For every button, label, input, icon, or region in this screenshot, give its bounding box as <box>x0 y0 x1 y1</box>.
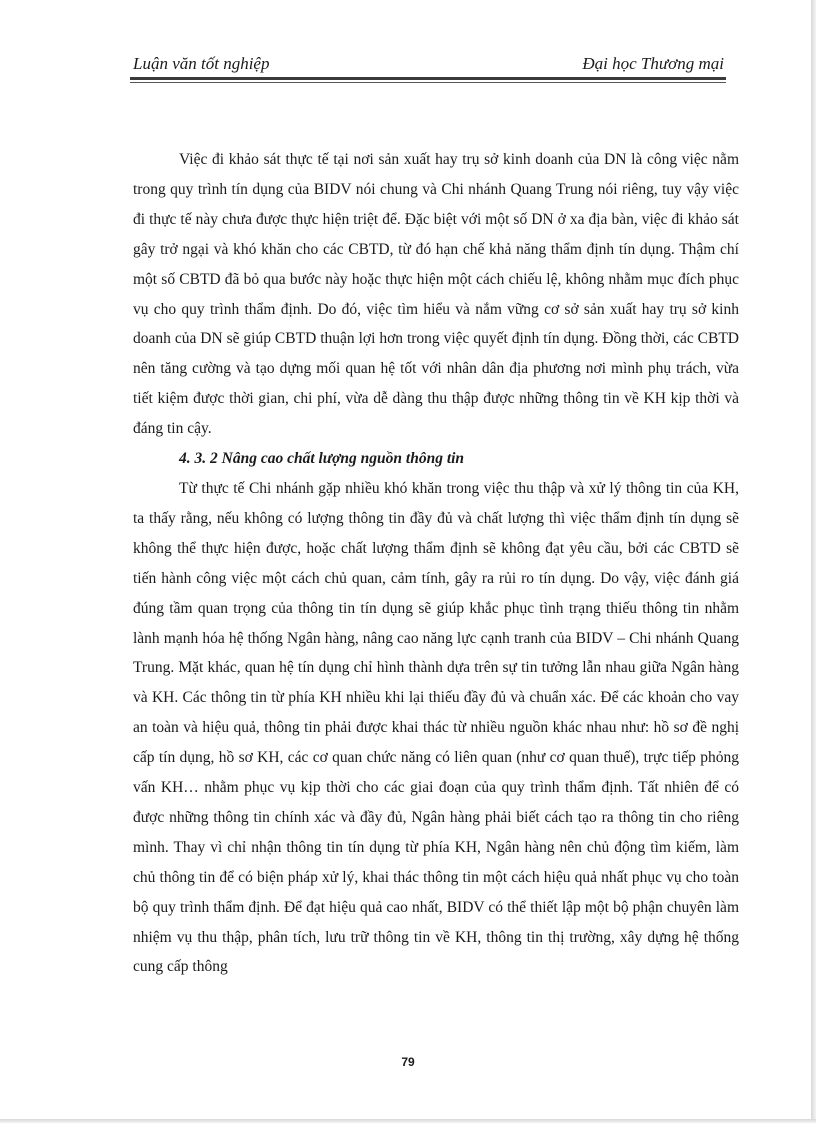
page-header <box>133 50 724 76</box>
page-shadow-right <box>811 0 816 1123</box>
header-thesis-label: Luận văn tốt nghiệp <box>133 54 270 73</box>
header-rule-thick <box>130 77 726 80</box>
header-rule-thin <box>130 82 726 83</box>
header-university-label: Đại học Thương mại <box>582 54 724 73</box>
body-paragraph-1: Việc đi khảo sát thực tế tại nơi sản xuất hay trụ sở kinh doanh của DN là công việc nằm trong quy trình tín dụng của BIDV nói chung và Chi nhánh Quang Trung nói riêng, tuy vậy việc đi thực tế này chưa được thực hiện triệt để. Đặc biệt với một số DN ở xa địa bàn, việc đi khảo sát gây trở ngại và khó khăn cho các CBTD, từ đó hạn chế khả năng thẩm định tín dụng. Thậm chí một số CBTD đã bỏ qua bước này hoặc thực hiện một cách chiếu lệ, không nhằm mục đích phục vụ cho quy trình thẩm định. Do đó, việc tìm hiểu và nắm vững cơ sở sản xuất hay trụ sở kinh doanh của DN sẽ giúp CBTD thuận lợi hơn trong việc quyết định tín dụng. Đồng thời, các CBTD nên tăng cường và tạo dựng mối quan hệ tốt với nhân dân địa phương nơi mình phụ trách, vừa tiết kiệm được thời gian, chi phí, vừa dễ dàng thu thập được những thông tin về KH kịp thời và đáng tin cậy. <box>133 151 739 438</box>
body-paragraph-2: Từ thực tế Chi nhánh gặp nhiều khó khăn trong việc thu thập và xử lý thông tin của KH, ta thấy rằng, nếu không có lượng thông tin đầy đủ và chất lượng thì việc thẩm định tín dụng sẽ không thể thực hiện được, hoặc chất lượng thẩm định sẽ không đạt yêu cầu, bởi các CBTD sẽ tiến hành công việc một cách chủ quan, cảm tính, gây ra rủi ro tín dụng. Do vậy, việc đánh giá đúng tầm quan trọng của thông tin tín dụng sẽ giúp khắc phục tình trạng thiếu thông tin nhằm lành mạnh hóa hệ thống Ngân hàng, nâng cao năng lực cạnh tranh của BIDV – Chi nhánh Quang Trung. Mặt khác, quan hệ tín dụng chỉ hình thành dựa trên sự tin tưởng lẫn nhau giữa Ngân hàng và KH. Các thông tin từ phía KH nhiều khi lại thiếu đầy đủ và chuẩn xác. Để các khoản cho vay an toàn và hiệu quả, thông tin phải được khai thác từ nhiều nguồn khác nhau như: hồ sơ đề nghị cấp tín dụng, hồ sơ KH, các cơ quan chức năng có liên quan (như cơ quan thuế), trực tiếp phỏng vấn KH… nhằm phục vụ kịp thời cho các giai đoạn của quy trình thẩm định. Tất nhiên để có được những thông tin chính xác và đầy đủ, Ngân hàng phải biết cách tạo ra thông tin cho riêng mình. Thay vì chỉ nhận thông tin tín dụng từ phía KH, Ngân hàng nên chủ động tìm kiếm, làm chủ thông tin để có biện pháp xử lý, khai thác thông tin một cách hiệu quả nhất phục vụ cho toàn bộ quy trình thẩm định. Để đạt hiệu quả cao nhất, BIDV có thể thiết lập một bộ phận chuyên làm nhiệm vụ thu thập, phân tích, lưu trữ thông tin về KH, thông tin thị trường, xây dựng hệ thống cung cấp thông <box>133 479 739 976</box>
section-heading: 4. 3. 2 Nâng cao chất lượng nguồn thông tin <box>179 450 465 468</box>
document-body <box>133 145 739 982</box>
page-number: 79 <box>401 1055 415 1069</box>
page-shadow-bottom <box>0 1119 816 1123</box>
